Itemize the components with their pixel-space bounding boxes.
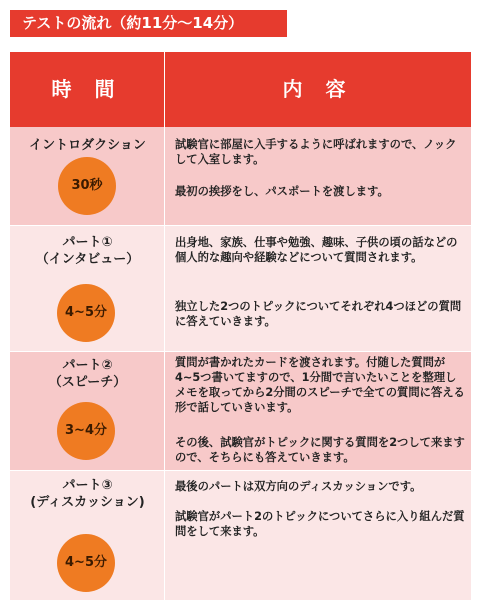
time-cell: [10, 226, 165, 351]
duration-badge: 3~4分: [57, 402, 115, 460]
part-subtitle: （インタビュー）: [35, 252, 140, 267]
header-content: 内 容: [165, 52, 471, 127]
table-row-intro: [10, 127, 471, 225]
time-cell: [10, 471, 165, 600]
part-name: パート②: [62, 358, 113, 373]
time-cell: [10, 352, 165, 470]
table-row-part3: [10, 471, 471, 600]
part-subtitle: (ディスカッション): [30, 495, 145, 510]
part-subtitle: （スピーチ）: [48, 375, 127, 390]
page-title: テストの流れ（約11分〜14分）: [22, 14, 244, 32]
duration-badge: 4~5分: [57, 284, 115, 342]
content-paragraph: 出身地、家族、仕事や勉強、趣味、子供の頃の話などの個人的な趣向や経験などについて質問されます。: [175, 236, 458, 264]
duration-badge: 4~5分: [57, 534, 115, 592]
content-paragraph: 最後のパートは双方向のディスカッションです。: [175, 480, 422, 493]
table-row-part2: [10, 352, 471, 470]
test-flow-table: [10, 52, 471, 600]
content-paragraph: 独立した2つのトピックについてそれぞれ4つほどの質問に答えていきます。: [175, 300, 462, 328]
part-name: イントロダクション: [29, 138, 146, 153]
table-row-part1: [10, 226, 471, 351]
content-cell: [165, 127, 471, 225]
content-paragraph: 最初の挨拶をし、パスポートを渡します。: [175, 185, 389, 198]
duration-badge: 30秒: [58, 157, 116, 215]
content-paragraph: 試験官に部屋に入手するように呼ばれますので、ノックして入室します。: [175, 138, 457, 166]
time-cell: [10, 127, 165, 225]
content-cell: [165, 471, 471, 600]
content-cell: [165, 226, 471, 351]
part-name: パート③: [62, 478, 113, 493]
part-name: パート①: [62, 235, 113, 250]
page-title-banner: [10, 10, 287, 37]
header-time: 時 間: [10, 52, 165, 127]
content-paragraph: その後、試験官がトピックに関する質問を2つして来ますので、そちらにも答えていきます。: [175, 436, 465, 464]
content-paragraph: 試験官がパート2のトピックについてさらに入り組んだ質問をして来ます。: [175, 510, 465, 538]
content-paragraph: 質問が書かれたカードを渡されます。付随した質問が4~5つ書いてますので、1分間で言いたいことを整理しメモを取ってから2分間のスピーチで全ての質問に答える形で話していきいます。: [175, 356, 465, 414]
content-cell: [165, 352, 471, 470]
